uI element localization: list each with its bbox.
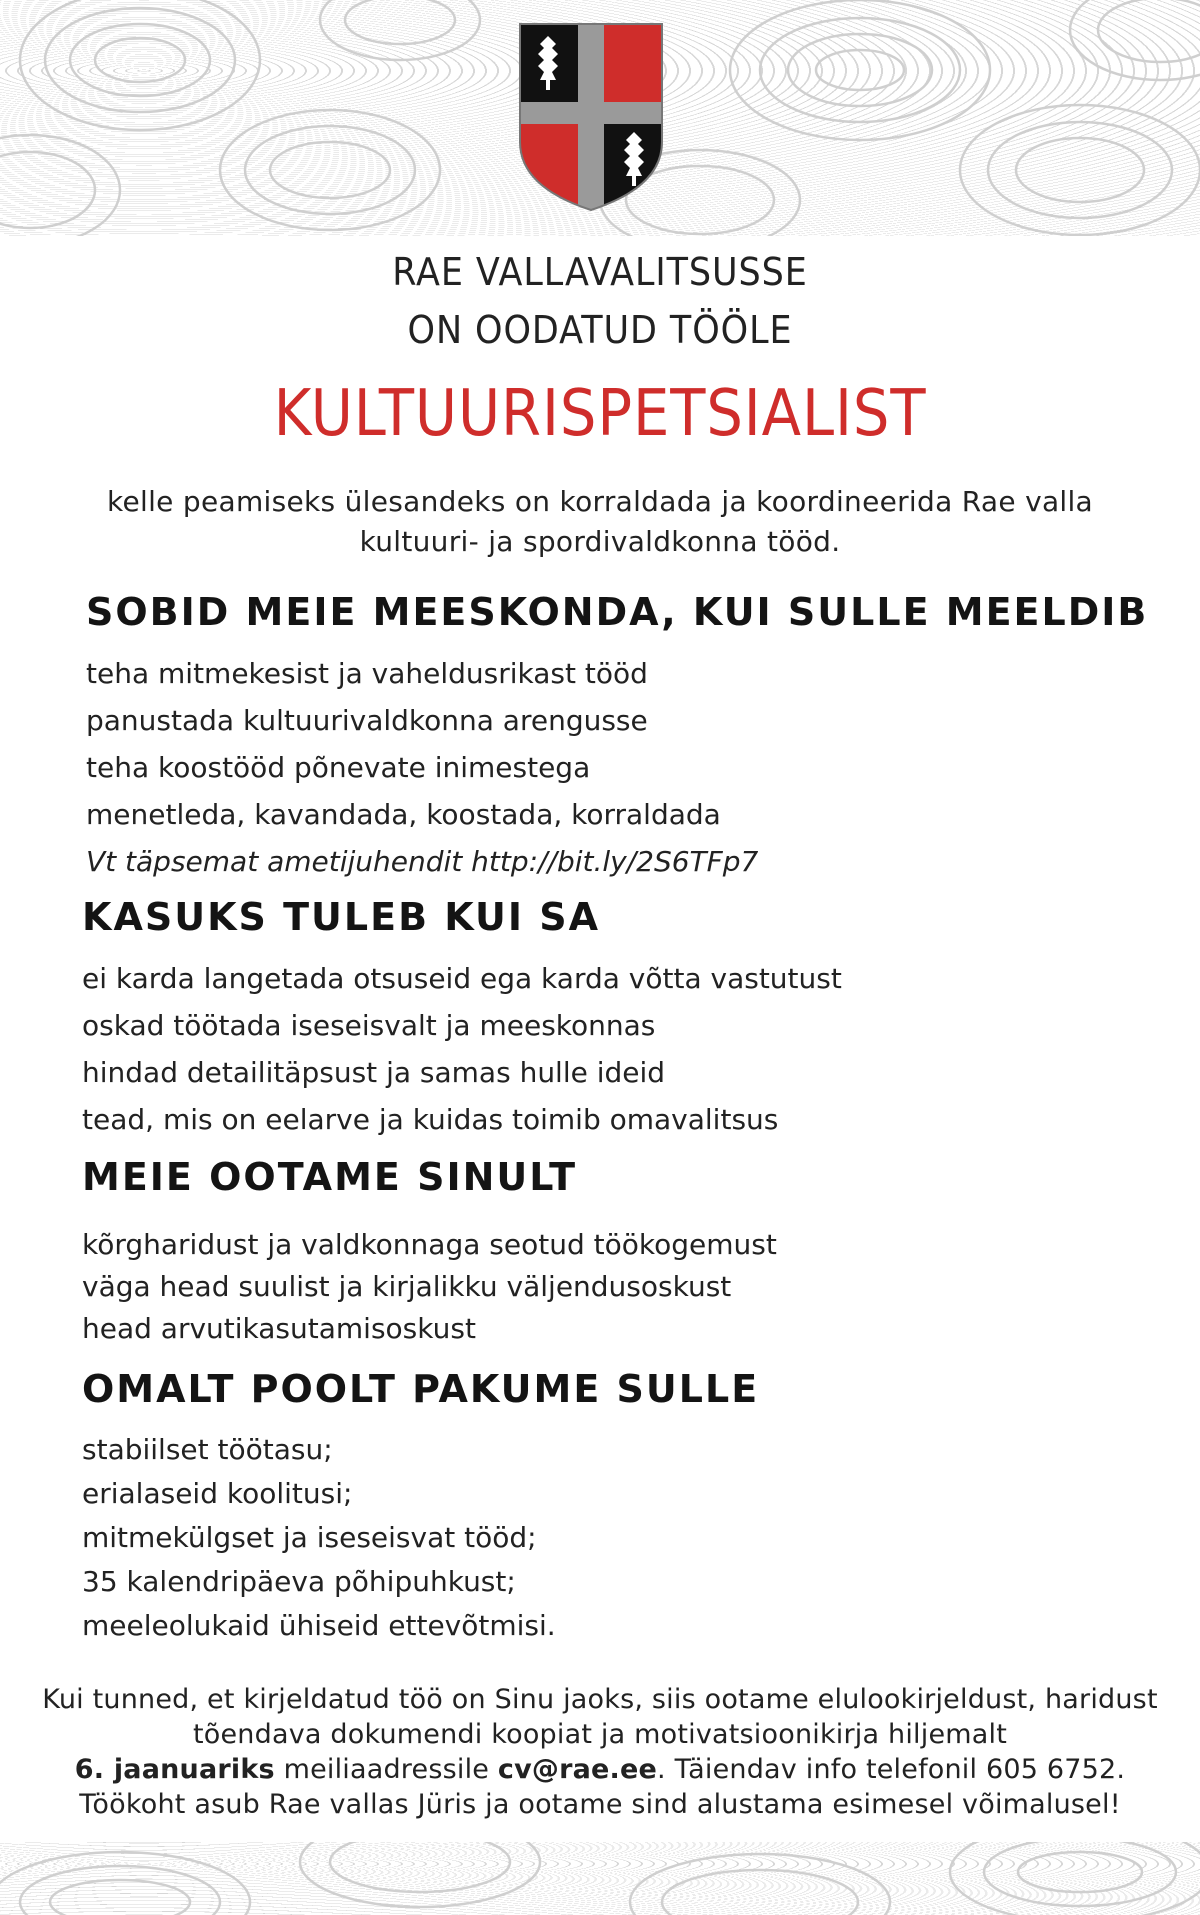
list-item: väga head suulist ja kirjalikku väljendusoskust [82,1270,732,1303]
list-item: meeleolukaid ühiseid ettevõtmisi. [82,1609,556,1642]
application-deadline: 6. jaanuariks [74,1754,275,1785]
rae-coat-of-arms-icon [518,22,664,212]
list-item: panustada kultuurivaldkonna arengusse [86,704,648,737]
heading-line-1: RAE VALLAVALITSUSSE [392,250,808,294]
list-item: head arvutikasutamisoskust [82,1312,476,1345]
employer-heading [48,243,1152,359]
section-title-benefits-of-you: KASUKS TULEB KUI SA [82,895,601,939]
contour-lines-bottom [0,1842,1200,1915]
heading-line-2: ON OODATUD TÖÖLE [407,308,793,352]
list-item: tead, mis on eelarve ja kuidas toimib omavalitsus [82,1103,779,1136]
footer-line-3 [0,1752,1200,1787]
intro-line-2: kultuuri- ja spordivaldkonna tööd. [359,525,841,558]
position-title: KULTUURISPETSIALIST [273,377,927,451]
list-item: kõrgharidust ja valdkonnaga seotud töökogemust [82,1228,777,1261]
section-list-benefits-of-you [82,955,842,1143]
intro-text [0,482,1200,562]
section-list-offer [82,1428,556,1648]
list-item: teha mitmekesist ja vaheldusrikast tööd [86,657,648,690]
list-item: ei karda langetada otsuseid ega karda võtta vastutust [82,962,842,995]
section-title-requirements: MEIE OOTAME SINULT [82,1155,578,1199]
list-item: 35 kalendripäeva põhipuhkust; [82,1565,516,1598]
job-description-link[interactable]: Vt täpsemat ametijuhendit http://bit.ly/2S6TFp7 [86,845,759,878]
list-item: erialaseid koolitusi; [82,1477,353,1510]
bottom-decorative-pattern [0,1842,1200,1915]
application-info [0,1682,1200,1822]
footer-line-4: Töökoht asub Rae vallas Jüris ja ootame sind alustama esimesel võimalusel! [79,1789,1121,1820]
list-item: teha koostööd põnevate inimestega [86,751,591,784]
section-title-team: SOBID MEIE MEESKONDA, KUI SULLE MEELDIB [86,590,1149,634]
intro-line-1: kelle peamiseks ülesandeks on korraldada ja koordineerida Rae valla [106,485,1094,518]
section-title-offer: OMALT POOLT PAKUME SULLE [82,1367,760,1411]
list-item: hindad detailitäpsust ja samas hulle ideid [82,1056,666,1089]
list-item: menetleda, kavandada, koostada, korraldada [86,798,721,831]
list-item: oskad töötada iseseisvalt ja meeskonnas [82,1009,656,1042]
footer-line-2: tõendava dokumendi koopiat ja motivatsioonikirja hiljemalt [192,1719,1007,1750]
footer-line-1: Kui tunned, et kirjeldatud töö on Sinu jaoks, siis ootame elulookirjeldust, haridust [42,1684,1158,1715]
list-item: mitmekülgset ja iseseisvat tööd; [82,1521,537,1554]
footer-line-3-end: . Täiendav info telefonil 605 6752. [657,1754,1126,1785]
section-list-team [86,650,758,885]
footer-line-3-text: meiliaadressile [274,1754,498,1785]
email-link[interactable]: cv@rae.ee [497,1754,658,1785]
section-list-requirements [82,1224,777,1350]
list-item: stabiilset töötasu; [82,1433,333,1466]
